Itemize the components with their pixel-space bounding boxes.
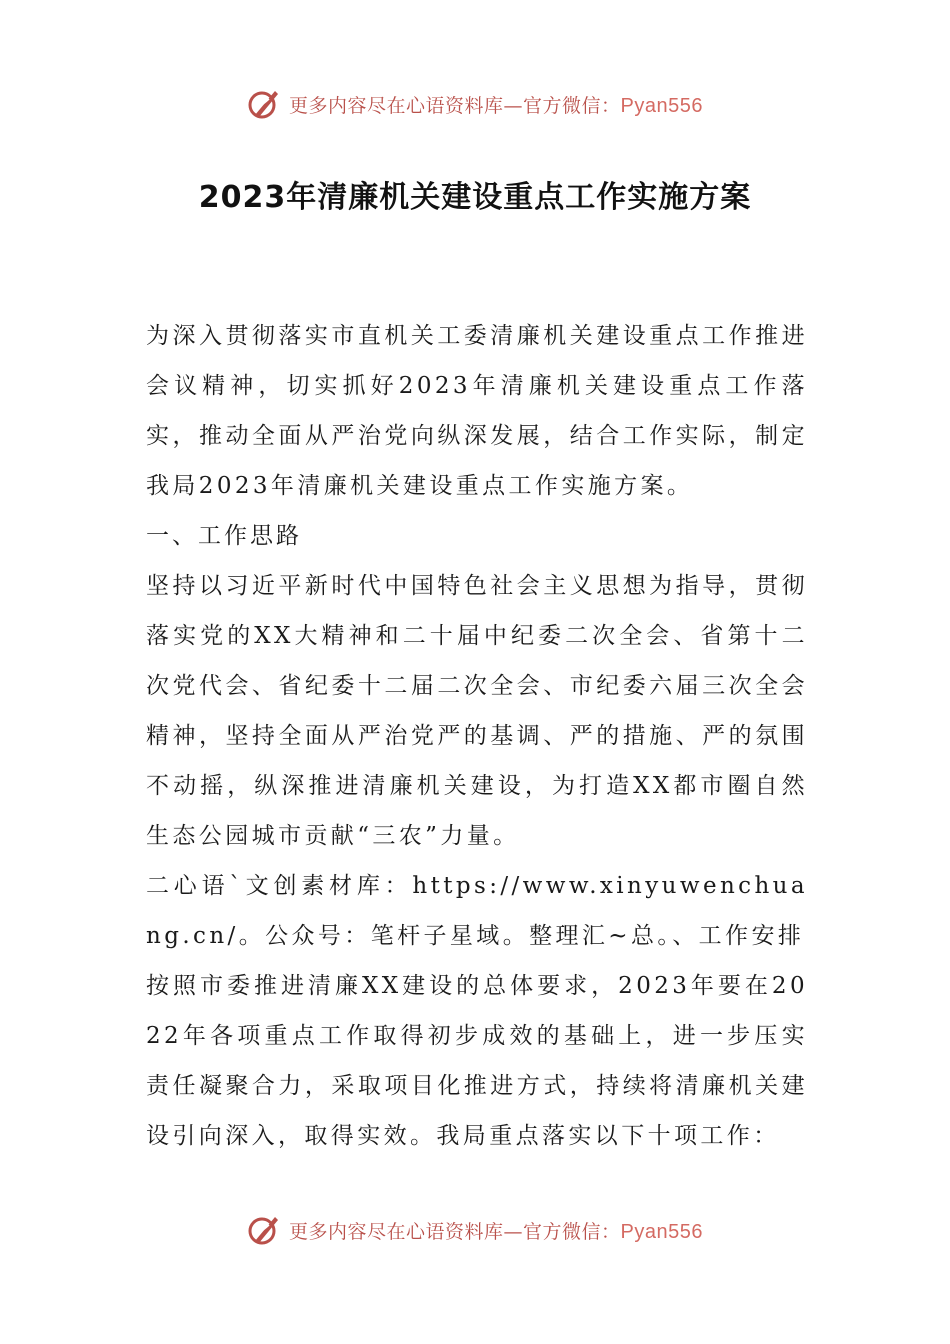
quill-logo-icon: [247, 1213, 281, 1247]
paragraph-intro: 为深入贯彻落实市直机关工委清廉机关建设重点工作推进会议精神，切实抓好2023年清廉机关建设重点工作落实，推动全面从严治党向纵深发展，结合工作实际，制定我局2023年清廉机关建设重点工作实施方案。: [146, 323, 808, 499]
paragraph-approach: 坚持以习近平新时代中国特色社会主义思想为指导，贯彻落实党的XX大精神和二十届中纪委二次全会、省第十二次党代会、省纪委十二届二次全会、市纪委六届三次全会精神，坚持全面从严治党严的基调、严的措施、严的氛围不动摇，纵深推进清廉机关建设，为打造XX都市圈自然生态公园城市贡献“三农”力量。: [146, 573, 808, 849]
watermark-footer: [0, 1208, 950, 1252]
watermark-text: 更多内容尽在心语资料库—官方微信：Pyan556: [289, 1220, 703, 1243]
document-body: [146, 311, 808, 1161]
watermark-header: [0, 82, 950, 126]
document-title: 2023年清廉机关建设重点工作实施方案: [198, 180, 752, 215]
watermark-text: 更多内容尽在心语资料库—官方微信：Pyan556: [289, 94, 703, 117]
paragraph-promo-heading: 二心语`文创素材库：https://www.xinyuwenchuang.cn/。公众号：笔杆子星域。整理汇~总。、工作安排: [146, 873, 808, 949]
quill-logo-icon: [247, 87, 281, 121]
section-heading-approach: 一、工作思路: [146, 523, 302, 549]
paragraph-arrangement: 按照市委推进清廉XX建设的总体要求，2023年要在2022年各项重点工作取得初步成效的基础上，进一步压实责任凝聚合力，采取项目化推进方式，持续将清廉机关建设引向深入，取得实效。我局重点落实以下十项工作：: [146, 973, 808, 1149]
